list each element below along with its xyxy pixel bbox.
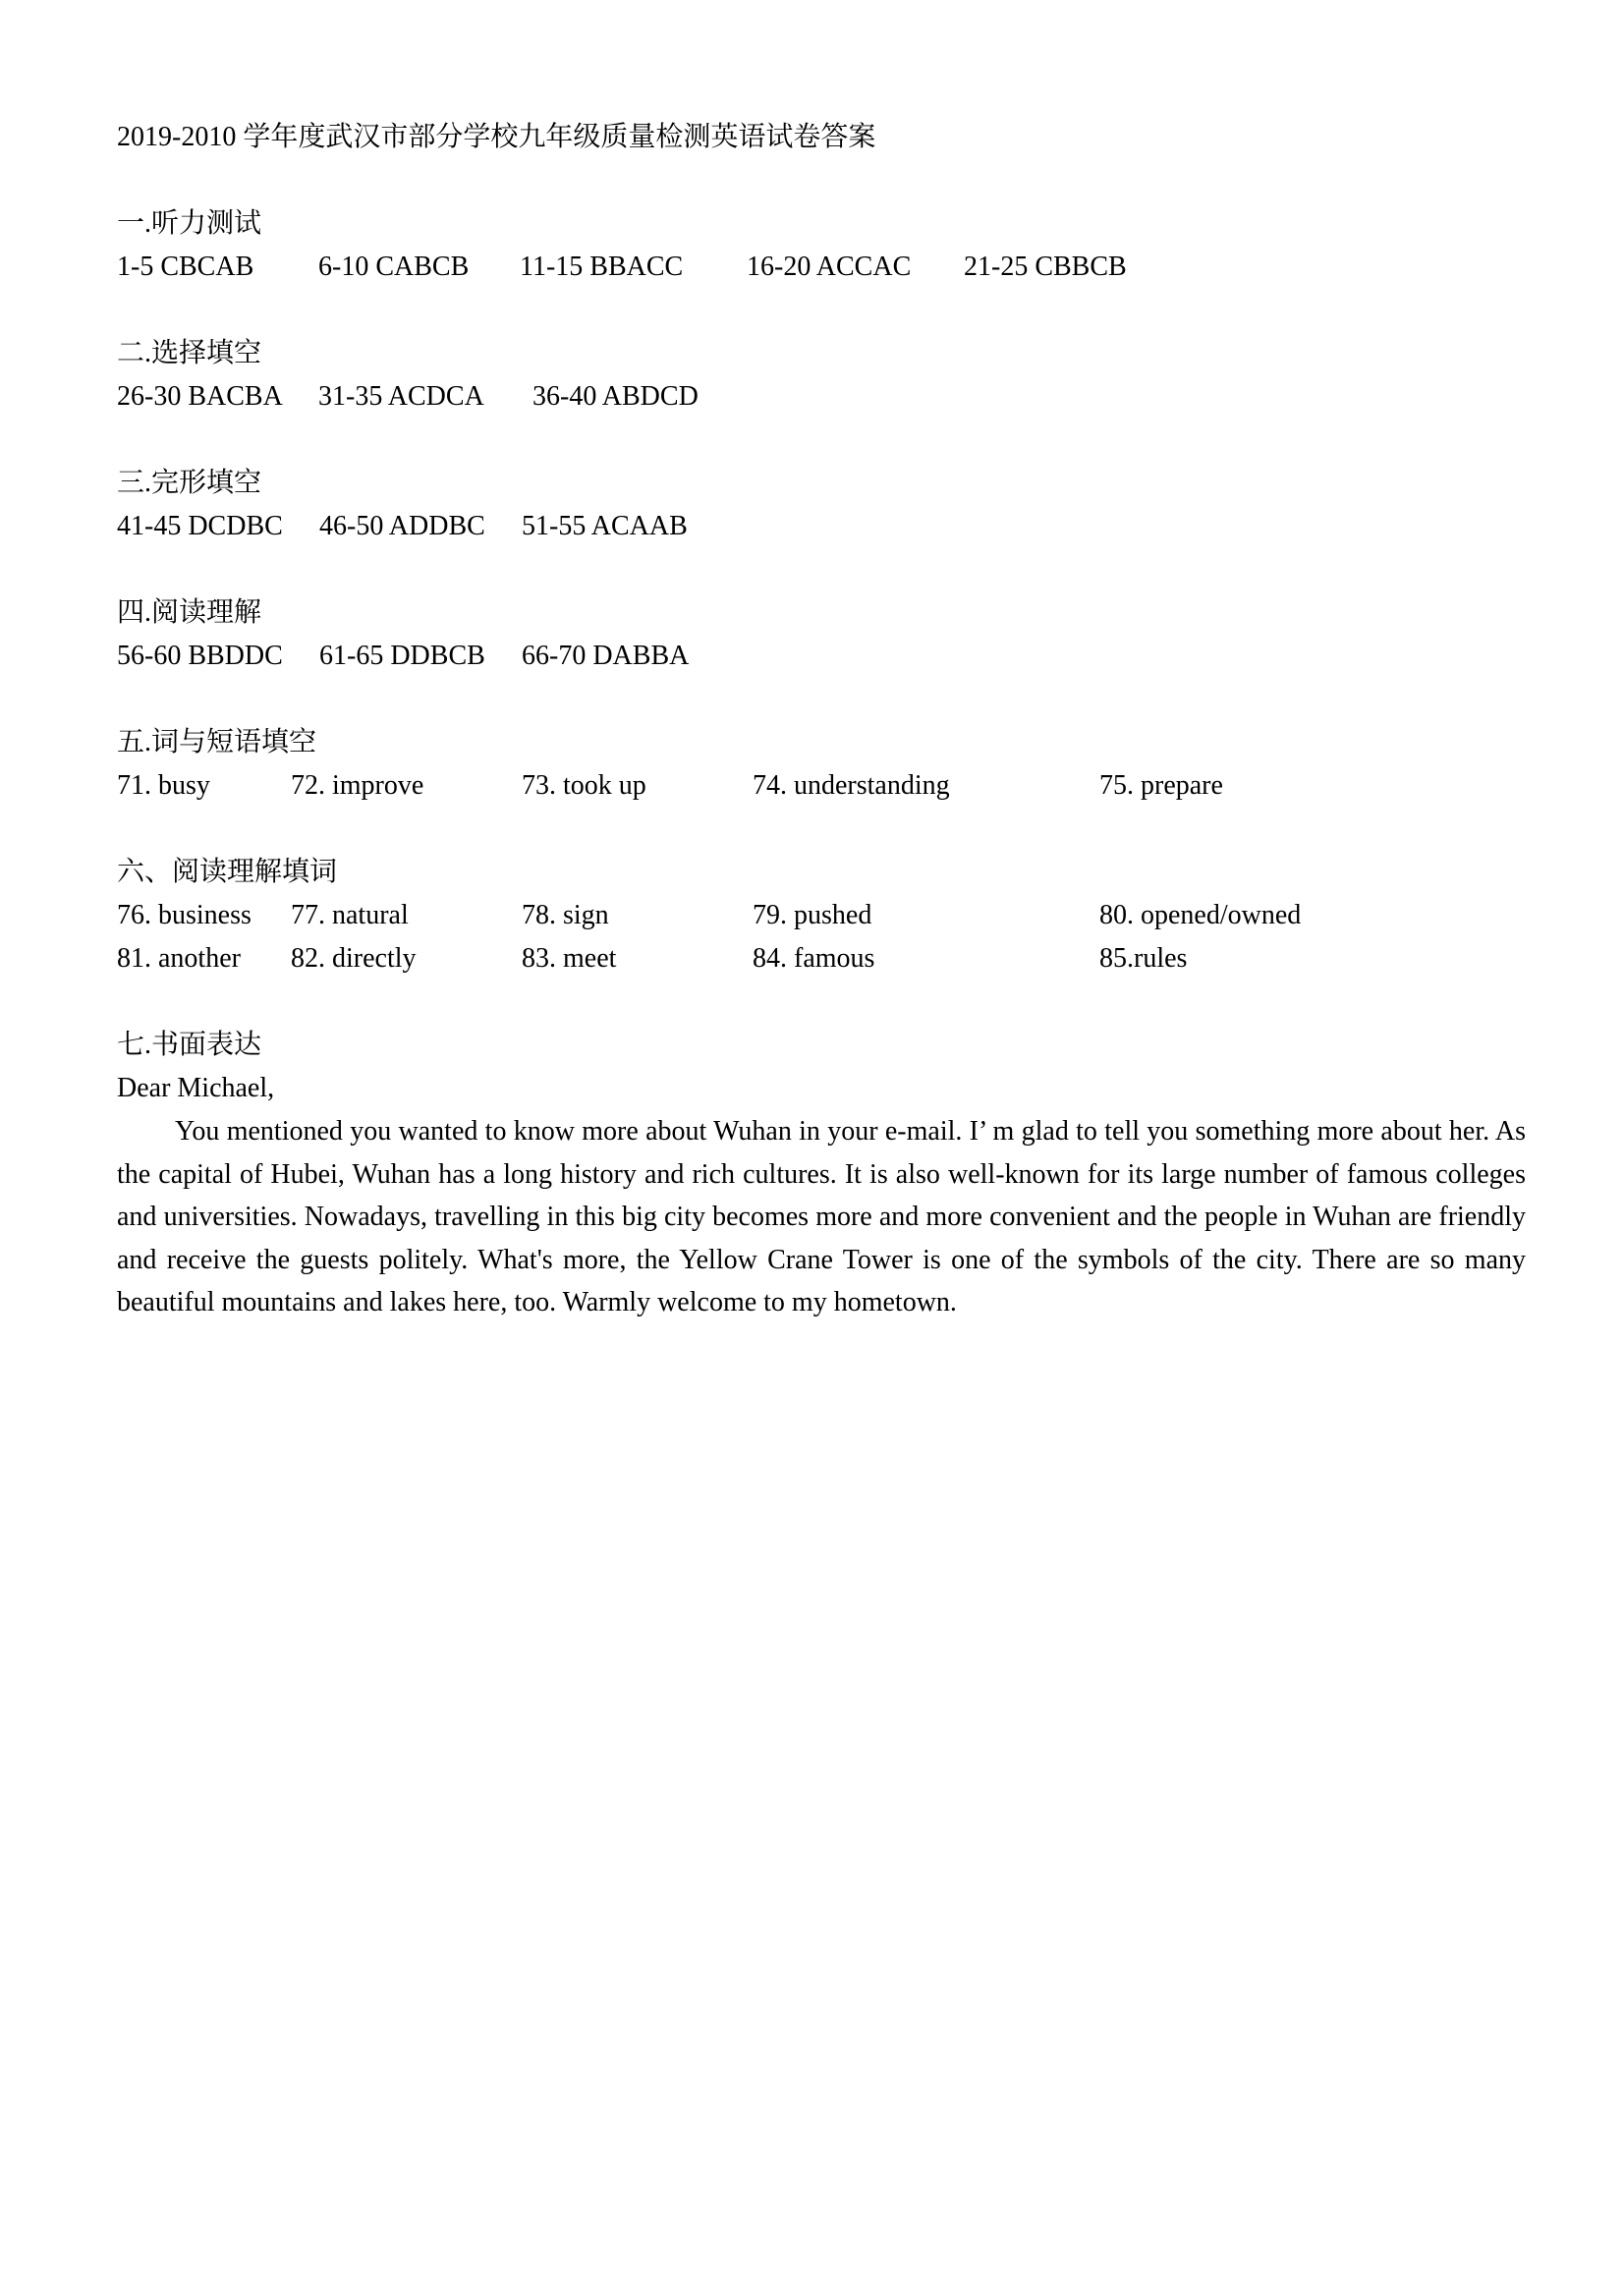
answer-item: 79. pushed — [753, 900, 872, 930]
answer-row — [117, 635, 1526, 678]
letter-body: You mentioned you wanted to know more about Wuhan in your e-mail. I’ m glad to tell you something more about her. As the capital of Hubei, Wuhan has a long history and rich cultures. It is also well-known for its large number of famous colleges and universities. Nowadays, travelling in this big city becomes more and more convenient and the people in Wuhan are friendly and receive the guests politely. What's more, the Yellow Crane Tower is one of the symbols of the city. There are so many beautiful mountains and lakes here, too. Warmly welcome to my hometown. — [117, 1116, 1526, 1318]
answer-sheet-page — [117, 116, 1526, 1324]
answer-item: 82. directly — [291, 943, 417, 974]
answer-row — [117, 764, 1526, 808]
section-reading — [117, 591, 1526, 678]
answer-item: 71. busy — [117, 770, 210, 801]
answer-group: 11-15 BBACC — [520, 252, 684, 282]
answer-item: 74. understanding — [753, 770, 950, 801]
section-cloze — [117, 462, 1526, 548]
answer-item: 81. another — [117, 943, 241, 974]
answer-row — [117, 505, 1526, 548]
answer-item: 73. took up — [522, 770, 646, 801]
answer-group: 36-40 ABDCD — [532, 381, 699, 412]
answer-group: 41-45 DCDBC — [117, 511, 283, 541]
answer-group: 21-25 CBBCB — [964, 252, 1127, 282]
answer-item: 77. natural — [291, 900, 409, 930]
answer-item: 85.rules — [1099, 943, 1188, 974]
section-heading: 五.词与短语填空 — [117, 727, 317, 757]
answer-item: 72. improve — [291, 770, 424, 801]
answer-group: 66-70 DABBA — [522, 641, 690, 671]
section-heading: 七.书面表达 — [117, 1030, 262, 1060]
answer-row — [117, 375, 1526, 419]
section-listening — [117, 202, 1526, 289]
answer-item: 78. sign — [522, 900, 609, 930]
section-heading: 四.阅读理解 — [117, 597, 262, 628]
section-reading-fill — [117, 851, 1526, 980]
answer-item: 76. business — [117, 900, 252, 930]
section-heading: 三.完形填空 — [117, 468, 262, 498]
answer-group: 16-20 ACCAC — [747, 252, 912, 282]
answer-group: 46-50 ADDBC — [319, 511, 485, 541]
answer-group: 31-35 ACDCA — [318, 381, 484, 412]
section-heading: 二.选择填空 — [117, 338, 262, 368]
section-heading: 六、阅读理解填词 — [117, 857, 338, 887]
answer-group: 1-5 CBCAB — [117, 252, 254, 282]
answer-group: 56-60 BBDDC — [117, 641, 283, 671]
answer-row — [117, 894, 1526, 937]
letter-salutation: Dear Michael, — [117, 1073, 275, 1103]
answer-group: 51-55 ACAAB — [522, 511, 688, 541]
answer-item: 83. meet — [522, 943, 617, 974]
answer-group: 6-10 CABCB — [318, 252, 470, 282]
section-word-fill — [117, 721, 1526, 808]
section-heading: 一.听力测试 — [117, 208, 262, 239]
section-writing — [117, 1024, 1526, 1324]
answer-group: 61-65 DDBCB — [319, 641, 485, 671]
answer-group: 26-30 BACBA — [117, 381, 283, 412]
answer-row — [117, 937, 1526, 980]
answer-row — [117, 246, 1526, 289]
document-title: 2019-2010 学年度武汉市部分学校九年级质量检测英语试卷答案 — [117, 122, 876, 152]
section-multiple-choice — [117, 332, 1526, 419]
answer-item: 75. prepare — [1099, 770, 1223, 801]
answer-item: 84. famous — [753, 943, 875, 974]
answer-item: 80. opened/owned — [1099, 900, 1302, 930]
